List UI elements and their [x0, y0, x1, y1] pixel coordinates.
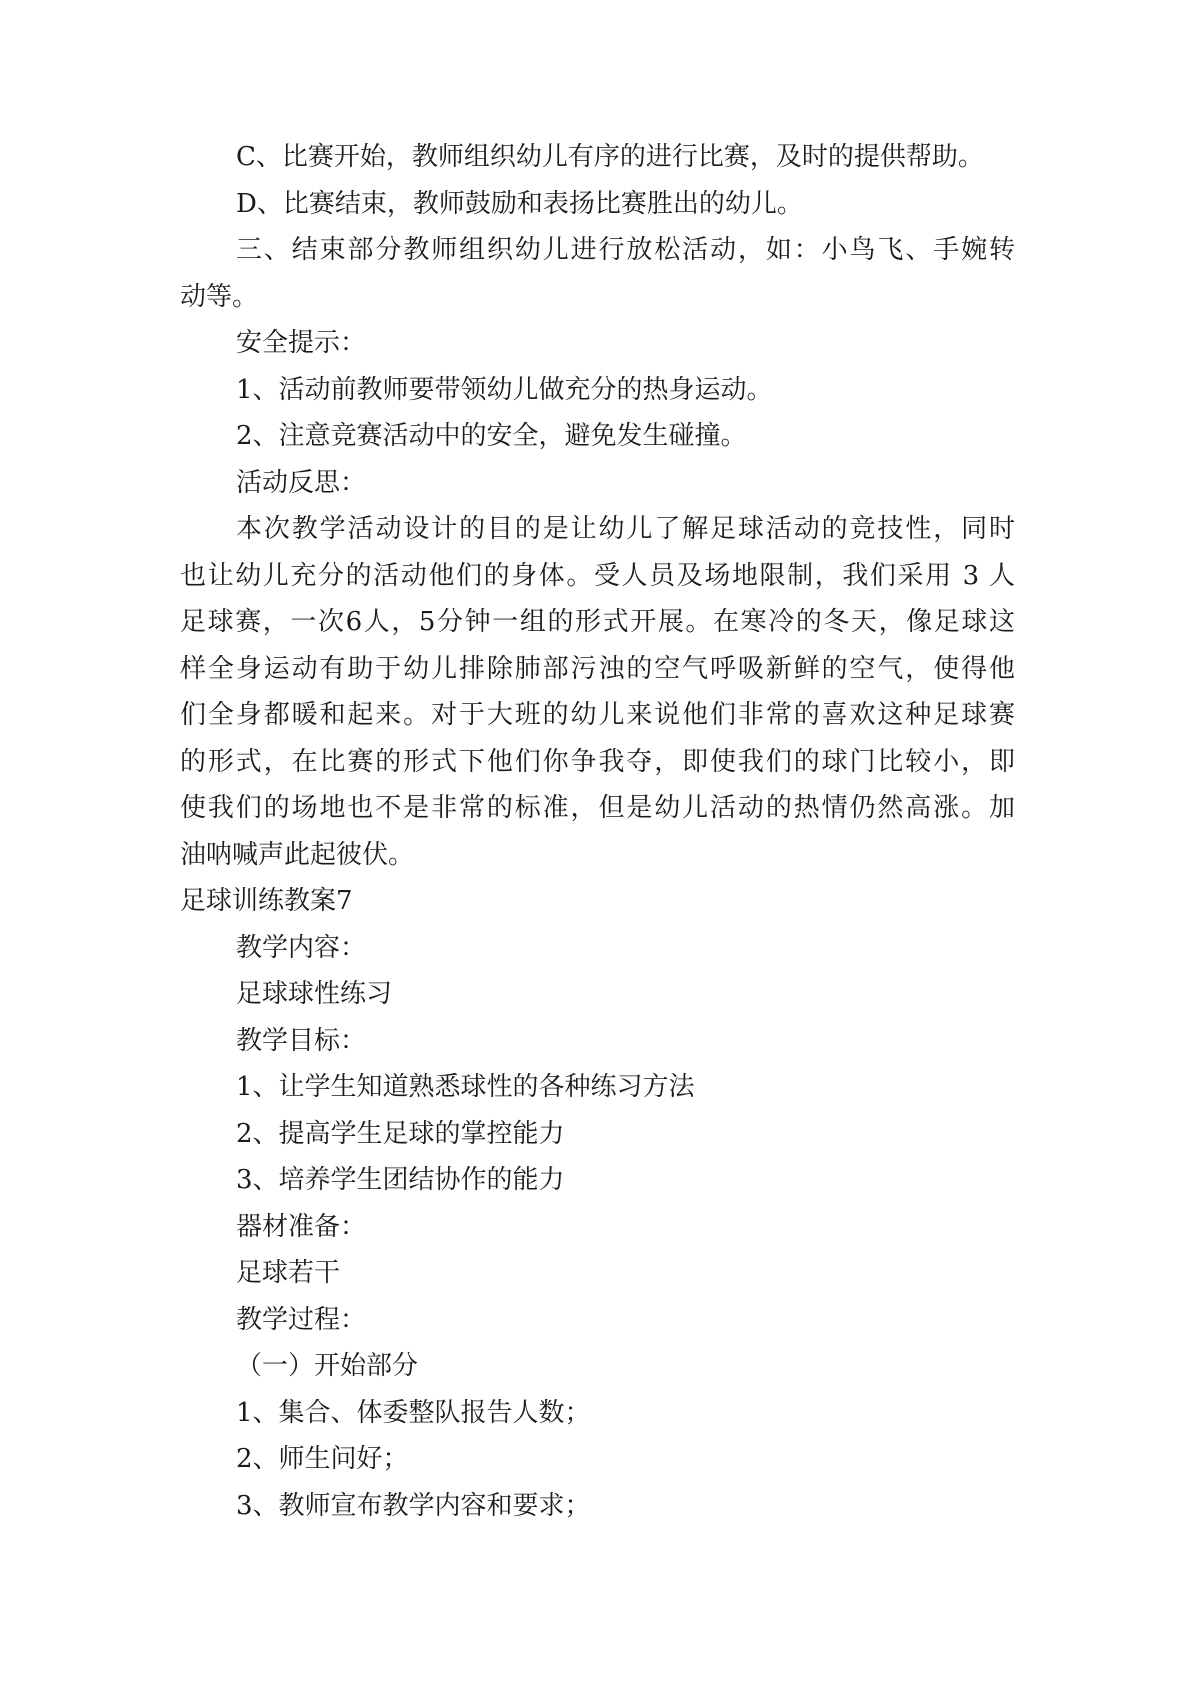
section-label: 器材准备： — [236, 1211, 367, 1242]
document-body — [180, 134, 1015, 1529]
list-item: 1、让学生知道熟悉球性的各种练习方法 — [236, 1072, 695, 1102]
section-label: 安全提示： — [236, 328, 367, 358]
section-label: 教学内容： — [236, 932, 367, 963]
paragraph-line: 油呐喊声此起彼伏。 — [180, 839, 415, 870]
section-label: 活动反思： — [236, 467, 367, 498]
paragraph-line: 三、结束部分教师组织幼儿进行放松活动，如：小鸟飞、手婉转 — [236, 235, 1015, 265]
paragraph-line: 的形式，在比赛的形式下他们你争我夺，即使我们的球门比较小，即 — [180, 746, 1015, 777]
paragraph-line: 2、注意竞赛活动中的安全，避免发生碰撞。 — [236, 421, 747, 451]
list-item: 3、教师宣布教学内容和要求； — [236, 1490, 591, 1521]
list-item: 2、提高学生足球的掌控能力 — [236, 1118, 565, 1149]
list-item: 2、师生问好； — [236, 1444, 409, 1474]
paragraph-line: 本次教学活动设计的目的是让幼儿了解足球活动的竞技性，同时 — [236, 514, 1015, 544]
paragraph-line: 也让幼儿充分的活动他们的身体。受人员及场地限制，我们采用 3 人 — [180, 560, 1015, 591]
section-label: 教学目标： — [236, 1025, 367, 1056]
paragraph-line: 足球赛，一次6人，5分钟一组的形式开展。在寒冷的冬天，像足球这 — [180, 607, 1015, 637]
list-item: 1、集合、体委整队报告人数； — [236, 1397, 591, 1428]
paragraph-line: 使我们的场地也不是非常的标准，但是幼儿活动的热情仍然高涨。加 — [180, 793, 1015, 823]
paragraph-line: 足球若干 — [236, 1258, 341, 1288]
paragraph-line: 1、活动前教师要带领幼儿做充分的热身运动。 — [236, 374, 773, 405]
section-title: 足球训练教案7 — [180, 886, 353, 916]
paragraph-line: D、比赛结束，教师鼓励和表扬比赛胜出的幼儿。 — [236, 188, 803, 219]
paragraph-line: 足球球性练习 — [236, 979, 393, 1009]
paragraph-line: 样全身运动有助于幼儿排除肺部污浊的空气呼吸新鲜的空气，使得他 — [180, 653, 1015, 684]
list-item: 3、培养学生团结协作的能力 — [236, 1165, 565, 1195]
paragraph-line: 动等。 — [180, 281, 259, 312]
subsection-heading: （一）开始部分 — [236, 1351, 419, 1381]
paragraph-line: C、比赛开始，教师组织幼儿有序的进行比赛，及时的提供帮助。 — [236, 142, 984, 172]
section-label: 教学过程： — [236, 1304, 367, 1335]
paragraph-line: 们全身都暖和起来。对于大班的幼儿来说他们非常的喜欢这种足球赛 — [180, 700, 1015, 730]
